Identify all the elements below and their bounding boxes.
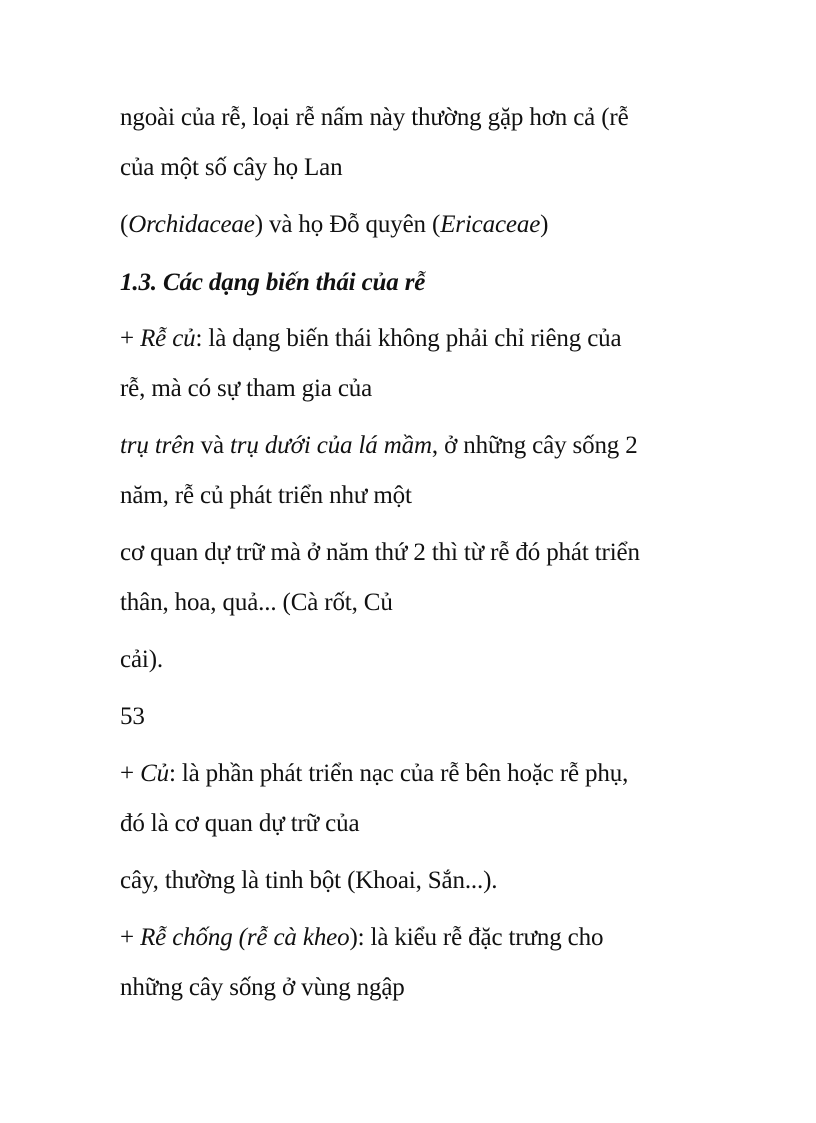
paragraph-line xyxy=(120,809,359,839)
italic-text-run: Rễ củ xyxy=(140,325,196,352)
text-run: , ở những cây sống 2 xyxy=(431,432,638,459)
text-run: rễ, mà có sự tham gia của xyxy=(120,375,373,402)
paragraph-line xyxy=(120,210,548,240)
italic-text-run: Orchidaceae xyxy=(128,211,255,238)
text-run: và xyxy=(194,432,230,459)
text-run: cây, thường là tinh bột (Khoai, Sắn...). xyxy=(120,867,498,894)
text-run: cơ quan dự trữ mà ở năm thứ 2 thì từ rễ đó phát triển xyxy=(120,539,640,566)
text-run: cải). xyxy=(120,646,163,673)
paragraph-line xyxy=(120,481,412,511)
text-run: + xyxy=(120,924,141,951)
paragraph-line xyxy=(120,645,163,675)
italic-text-run: Rễ chống (rễ cà kheo xyxy=(140,924,350,951)
page-number xyxy=(120,702,145,732)
text-run: năm, rễ củ phát triển như một xyxy=(120,482,412,509)
text-run: những cây sống ở vùng ngập xyxy=(120,974,405,1001)
paragraph-line xyxy=(120,866,497,896)
page-number-text: 53 xyxy=(120,703,145,730)
paragraph-line xyxy=(120,103,629,133)
italic-text-run: Củ xyxy=(140,760,169,787)
text-run: ): là kiểu rễ đặc trưng cho xyxy=(349,924,604,951)
italic-text-run: Ericaceae xyxy=(440,211,541,238)
text-run: + xyxy=(120,760,141,787)
paragraph-line xyxy=(120,374,372,404)
section-heading: 1.3. Các dạng biến thái của rễ xyxy=(120,269,426,296)
paragraph-line xyxy=(120,588,393,618)
paragraph-line xyxy=(120,153,342,183)
text-run: + xyxy=(120,325,141,352)
text-run: ngoài của rễ, loại rễ nấm này thường gặp hơn cả (rễ xyxy=(120,104,629,131)
paragraph-line xyxy=(120,538,640,568)
text-run: ( xyxy=(120,211,129,238)
paragraph-line xyxy=(120,973,405,1003)
italic-text-run: trụ trên xyxy=(120,432,195,459)
paragraph-line xyxy=(120,431,638,461)
paragraph-line xyxy=(120,923,603,953)
text-run: thân, hoa, quả... (Cà rốt, Củ xyxy=(120,589,393,616)
text-run: : là phần phát triển nạc của rễ bên hoặc rễ phụ, xyxy=(168,760,629,787)
italic-text-run: trụ dưới của lá mầm xyxy=(230,432,432,459)
text-run: ) và họ Đỗ quyên ( xyxy=(254,211,441,238)
paragraph-line xyxy=(120,759,628,789)
text-run: : là dạng biến thái không phải chỉ riêng của xyxy=(195,325,622,352)
text-run: đó là cơ quan dự trữ của xyxy=(120,810,360,837)
text-run: của một số cây họ Lan xyxy=(120,154,343,181)
paragraph-line xyxy=(120,324,621,354)
text-run: ) xyxy=(540,211,549,238)
